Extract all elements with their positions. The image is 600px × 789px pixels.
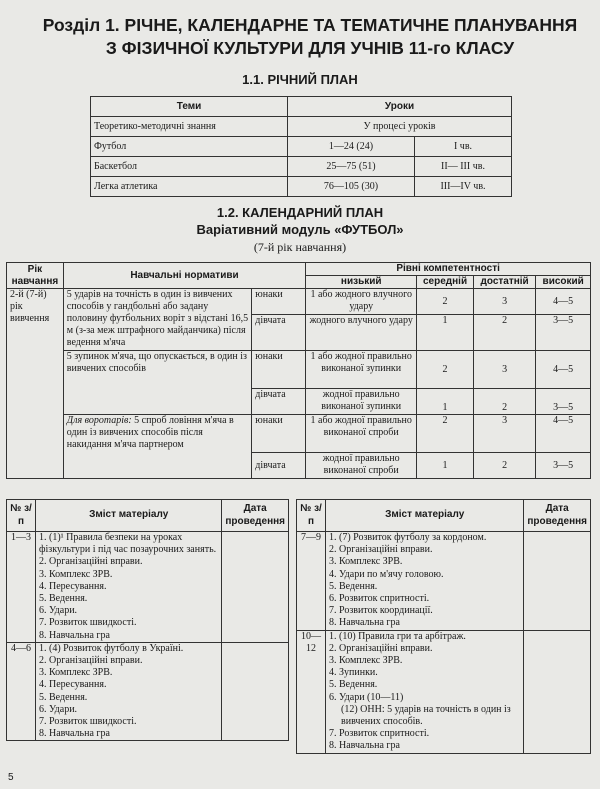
col-date: Дата проведення xyxy=(222,500,289,532)
list-item: 6. Удари. xyxy=(39,605,78,617)
col-lessons: Уроки xyxy=(288,97,512,117)
lesson-num: 10—12 xyxy=(297,630,326,753)
list-item: 4. Пересування. xyxy=(39,679,107,691)
list-item: 2. Організаційні вправи. xyxy=(329,642,433,654)
lessons-cell: У процесі уроків xyxy=(288,117,512,137)
mid-cell: 1 xyxy=(417,389,474,415)
module-title: Варіативний модуль «ФУТБОЛ» xyxy=(196,222,404,237)
date-cell xyxy=(524,630,591,753)
list-item: 8. Навчальна гра xyxy=(329,740,400,752)
col-suf: достатній xyxy=(473,276,536,289)
low-cell: жодної правильно виконаної спроби xyxy=(306,453,417,479)
list-item: 6. Розвиток спритності. xyxy=(329,593,430,605)
gender-cell: дівчата xyxy=(252,453,306,479)
low-cell: жодної правильно виконаної зупинки xyxy=(306,389,417,415)
year-cell: 2-й (7-й) рік вивчення xyxy=(7,289,64,479)
term-cell: ІІІ—IV чв. xyxy=(415,177,512,197)
list-item: 7. Розвиток спритності. xyxy=(329,728,430,740)
lesson-num: 1—3 xyxy=(7,532,36,643)
table-row xyxy=(7,642,289,741)
term-cell: ІІ— ІІІ чв. xyxy=(415,157,512,177)
table-row xyxy=(7,289,591,315)
low-cell: 1 або жодного влучного удару xyxy=(306,289,417,315)
date-cell xyxy=(222,532,289,643)
gender-cell: юнаки xyxy=(252,415,306,453)
mid-cell: 1 xyxy=(417,315,474,351)
topic-cell: Баскетбол xyxy=(91,157,288,177)
high-cell: 4—5 xyxy=(536,289,591,315)
norm-text: 5 зупинок м'яча, що опускається, в один із вивчених способів xyxy=(63,351,252,415)
thematic-table-left xyxy=(6,499,289,741)
page-title-line1: Розділ 1. РІЧНЕ, КАЛЕНДАРНЕ ТА ТЕМАТИЧНЕ ПЛАНУВАННЯ xyxy=(42,15,578,35)
list-item: 4. Пересування. xyxy=(39,580,107,592)
high-cell: 4—5 xyxy=(536,415,591,453)
list-item: 1. (1)¹ Правила безпеки на уроках фізкультури і під час позаурочних занять. xyxy=(39,532,217,556)
list-item: 2. Організаційні вправи. xyxy=(329,544,433,556)
lesson-content xyxy=(36,642,222,741)
norm-text: 5 ударів на точність в один із вивчених способів у гандбольні або задану половину футбольних воріт з відстані 16,5 м (з-за меж штрафного майданчика) після ведення м'яча xyxy=(63,289,252,351)
page-title-line2: З ФІЗИЧНОЇ КУЛЬТУРИ ДЛЯ УЧНІВ 11-го КЛАСУ xyxy=(105,38,515,58)
list-item: 2. Організаційні вправи. xyxy=(39,556,143,568)
date-cell xyxy=(524,532,591,631)
topic-cell: Легка атлетика xyxy=(91,177,288,197)
list-item: 7. Розвиток швидкості. xyxy=(39,716,137,728)
goalkeeper-prefix: Для воротарів: xyxy=(66,415,132,426)
list-item: 4. Удари по м'ячу головою. xyxy=(329,568,444,580)
annual-plan-heading: 1.1. РІЧНИЙ ПЛАН xyxy=(242,72,358,87)
lesson-content xyxy=(326,630,524,753)
mid-cell: 2 xyxy=(417,415,474,453)
list-item: 3. Комплекс ЗРВ. xyxy=(39,667,113,679)
table-row xyxy=(297,532,591,631)
calendar-plan-heading: 1.2. КАЛЕНДАРНИЙ ПЛАН xyxy=(216,205,384,220)
col-content: Зміст матеріалу xyxy=(326,500,524,532)
gender-cell: юнаки xyxy=(252,289,306,315)
mid-cell: 2 xyxy=(417,289,474,315)
lessons-cell: 25—75 (51) xyxy=(288,157,415,177)
suf-cell: 2 xyxy=(473,315,536,351)
list-item: 8. Навчальна гра xyxy=(329,617,400,629)
lessons-cell: 76—105 (30) xyxy=(288,177,415,197)
lesson-content xyxy=(326,532,524,631)
col-num: № з/п xyxy=(297,500,326,532)
list-item: 7. Розвиток координації. xyxy=(329,605,433,617)
table-row xyxy=(91,177,512,197)
norm-text xyxy=(63,415,252,479)
thematic-table-right xyxy=(296,499,591,754)
table-row xyxy=(297,630,591,753)
suf-cell: 3 xyxy=(473,415,536,453)
list-item: 5. Ведення. xyxy=(329,580,378,592)
table-row xyxy=(91,117,512,137)
low-cell: 1 або жодної правильно виконаної спроби xyxy=(306,415,417,453)
topic-cell: Теоретико-методичні знання xyxy=(91,117,288,137)
table-row xyxy=(7,351,591,389)
list-item: (12) ОНН: 5 ударів на точність в один із вивчених способів. xyxy=(341,703,511,728)
list-item: 1. (10) Правила гри та арбітраж. xyxy=(329,630,466,642)
low-cell: жодного влучного удару xyxy=(306,315,417,351)
list-item: 4. Зупинки. xyxy=(329,667,378,679)
mid-cell: 1 xyxy=(417,453,474,479)
col-low: низький xyxy=(306,276,417,289)
table-row xyxy=(91,137,512,157)
high-cell: 3—5 xyxy=(536,389,591,415)
suf-cell: 3 xyxy=(473,351,536,389)
list-item: 3. Комплекс ЗРВ. xyxy=(39,568,113,580)
gender-cell: дівчата xyxy=(252,389,306,415)
table-row xyxy=(91,157,512,177)
col-levels: Рівні компетентності xyxy=(306,263,591,276)
gender-cell: юнаки xyxy=(252,351,306,389)
list-item: 7. Розвиток швидкості. xyxy=(39,617,137,629)
list-item: 6. Удари. xyxy=(39,703,78,715)
lessons-cell: 1—24 (24) xyxy=(288,137,415,157)
low-cell: 1 або жодної правильно виконаної зупинки xyxy=(306,351,417,389)
calendar-table xyxy=(6,262,591,479)
suf-cell: 2 xyxy=(473,453,536,479)
high-cell: 3—5 xyxy=(536,315,591,351)
list-item: 5. Ведення. xyxy=(329,679,378,691)
table-row xyxy=(7,415,591,453)
suf-cell: 3 xyxy=(473,289,536,315)
date-cell xyxy=(222,642,289,741)
lesson-num: 4—6 xyxy=(7,642,36,741)
list-item: 6. Удари (10—11) xyxy=(329,691,404,703)
suf-cell: 2 xyxy=(473,389,536,415)
col-year: Рік навчання xyxy=(7,263,64,289)
list-item: 1. (4) Розвиток футболу в Україні. xyxy=(39,642,184,654)
col-content: Зміст матеріалу xyxy=(36,500,222,532)
high-cell: 4—5 xyxy=(536,351,591,389)
high-cell: 3—5 xyxy=(536,453,591,479)
col-norms: Навчальні нормативи xyxy=(63,263,305,289)
col-date: Дата проведення xyxy=(524,500,591,532)
topic-cell: Футбол xyxy=(91,137,288,157)
list-item: 8. Навчальна гра xyxy=(39,728,110,740)
mid-cell: 2 xyxy=(417,351,474,389)
col-num: № з/п xyxy=(7,500,36,532)
lesson-content xyxy=(36,532,222,643)
page-number: 5 xyxy=(8,772,14,783)
list-item: 3. Комплекс ЗРВ. xyxy=(329,556,403,568)
list-item: 1. (7) Розвиток футболу за кордоном. xyxy=(329,532,487,543)
term-cell: І чв. xyxy=(415,137,512,157)
list-item: 2. Організаційні вправи. xyxy=(39,655,143,667)
norm-text-body: 5 спроб ловіння м'яча в один із вивчених способів після накидання м'яча партнером xyxy=(66,415,234,450)
col-topics: Теми xyxy=(91,97,288,117)
annual-plan-table xyxy=(90,96,512,197)
year-subtitle: (7-й рік навчання) xyxy=(253,240,347,254)
list-item: 5. Ведення. xyxy=(39,593,88,605)
list-item: 5. Ведення. xyxy=(39,691,88,703)
col-high: високий xyxy=(536,276,591,289)
list-item: 3. Комплекс ЗРВ. xyxy=(329,655,403,667)
col-mid: середній xyxy=(417,276,474,289)
list-item: 8. Навчальна гра xyxy=(39,629,110,641)
lesson-num: 7—9 xyxy=(297,532,326,631)
gender-cell: дівчата xyxy=(252,315,306,351)
table-row xyxy=(7,532,289,643)
